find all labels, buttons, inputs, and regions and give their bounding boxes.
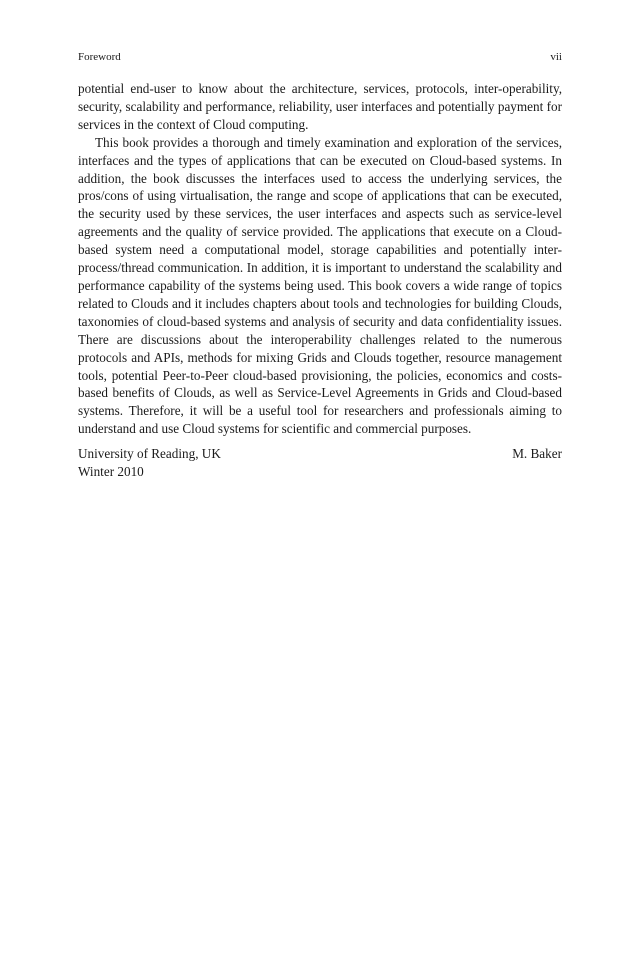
- signature-author: M. Baker: [512, 446, 562, 462]
- signature-affiliation: University of Reading, UK: [78, 446, 221, 462]
- paragraph-main: This book provides a thorough and timely examination and exploration of the services, interfaces and the types of applications that can be executed on Cloud-based systems. In addition, the book discusses the interfaces used to access the underlying services, the pros/cons of using virtualisation, the range and scope of applications that can be executed, the security used by these services, the user interfaces and aspects such as service-level agreements and the quality of service provided. The applications that execute on a Cloud-based system need a computational model, storage capabilities and potentially inter-process/thread communication. In addition, it is important to understand the scalability and performance capability of the systems being used. This book covers a wide range of topics related to Clouds and it includes chapters about tools and technologies for building Clouds, taxonomies of cloud-based systems and analysis of security and data confidentiality issues. There are discussions about the interoperability challenges related to the numerous protocols and APIs, methods for mixing Grids and Clouds together, resource management tools, potential Peer-to-Peer cloud-based provisioning, the policies, economics and costs-based benefits of Clouds, as well as Service-Level Agreements in Grids and Cloud-based systems. Therefore, it will be a useful tool for researchers and professionals aiming to understand and use Cloud systems for scientific and commercial purposes.: [78, 134, 562, 437]
- foreword-body: [78, 80, 562, 438]
- signature-date: Winter 2010: [78, 464, 144, 480]
- running-head-section: Foreword: [78, 51, 121, 63]
- book-page: [78, 50, 562, 481]
- page-number: vii: [550, 51, 562, 63]
- paragraph-continuation: potential end-user to know about the architecture, services, protocols, inter-operability, security, scalability and performance, reliability, user interfaces and potentially payment for services in the context of Cloud computing.: [78, 81, 562, 132]
- running-head: [78, 50, 562, 64]
- signature-block: [78, 445, 562, 481]
